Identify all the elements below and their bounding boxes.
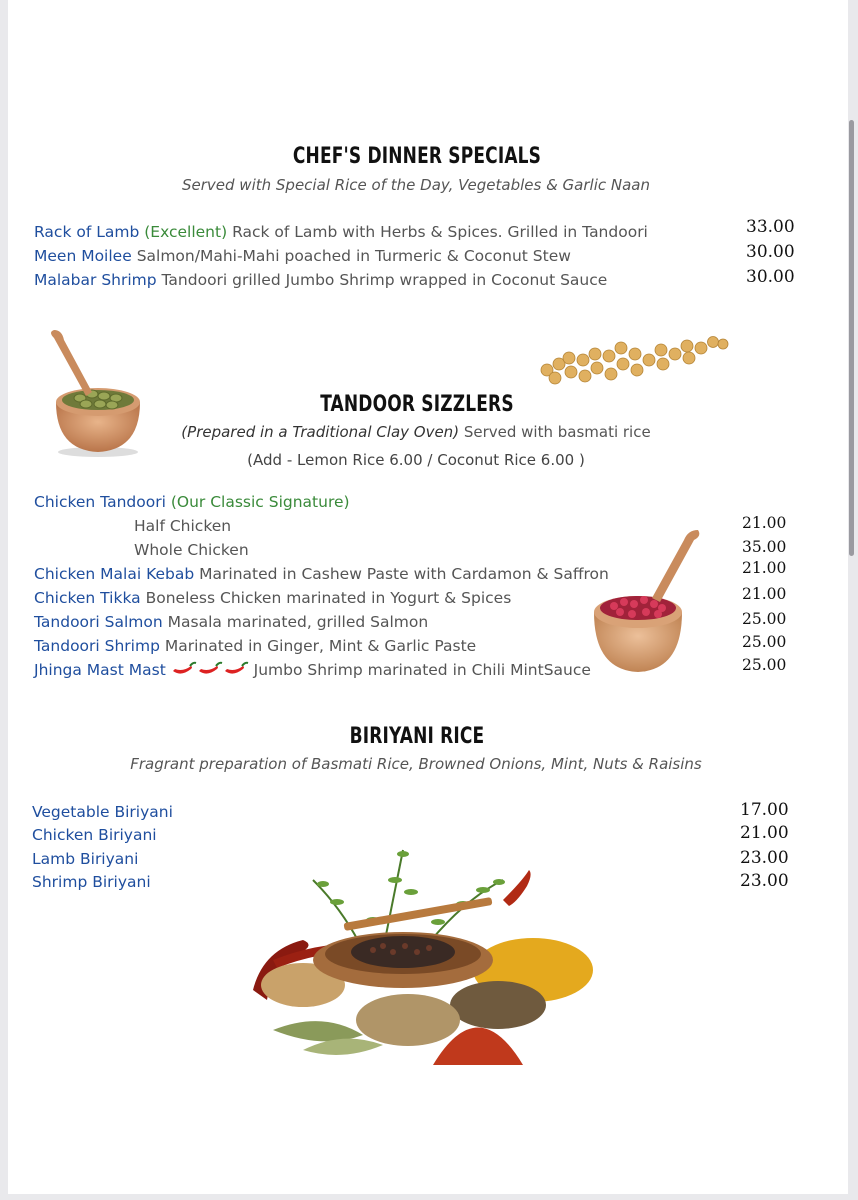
item-name: Chicken Tikka bbox=[34, 589, 141, 607]
menu-item: Shrimp Biriyani bbox=[32, 873, 151, 891]
item-price: 25.00 bbox=[742, 633, 787, 651]
menu-page bbox=[8, 0, 848, 1194]
item-name: Tandoori Salmon bbox=[34, 613, 163, 631]
menu-item bbox=[34, 493, 350, 511]
item-price: 21.00 bbox=[742, 559, 787, 577]
item-price: 21.00 bbox=[742, 514, 787, 532]
item-name: Malabar Shrimp bbox=[34, 271, 157, 289]
chickpeas-icon bbox=[533, 330, 733, 390]
biriyani-title: BIRIYANI RICE bbox=[349, 724, 485, 749]
tandoor-sizzlers-subtitle bbox=[66, 423, 766, 441]
menu-item bbox=[34, 613, 428, 631]
item-note: (Our Classic Signature) bbox=[170, 493, 350, 511]
chili-pepper-icon bbox=[171, 661, 197, 677]
item-price: 17.00 bbox=[740, 800, 789, 820]
item-description: Tandoori grilled Jumbo Shrimp wrapped in Coconut Sauce bbox=[161, 271, 608, 289]
chili-pepper-icon bbox=[197, 661, 223, 677]
item-description: Masala marinated, grilled Salmon bbox=[167, 613, 429, 631]
item-price: 25.00 bbox=[742, 656, 787, 674]
item-price: 25.00 bbox=[742, 610, 787, 628]
item-price: 30.00 bbox=[746, 267, 795, 287]
item-price: 23.00 bbox=[740, 871, 789, 891]
menu-item bbox=[34, 661, 591, 681]
subtitle-italic: (Prepared in a Traditional Clay Oven) bbox=[181, 423, 460, 441]
item-note: (Excellent) bbox=[144, 223, 228, 241]
item-description: Rack of Lamb with Herbs & Spices. Grilled in Tandoori bbox=[232, 223, 648, 241]
item-name: Rack of Lamb bbox=[34, 223, 140, 241]
tandoor-sizzlers-title: TANDOOR SIZZLERS bbox=[320, 392, 514, 417]
menu-item bbox=[34, 247, 571, 265]
item-description: Marinated in Ginger, Mint & Garlic Paste bbox=[164, 637, 477, 655]
item-name: Meen Moilee bbox=[34, 247, 132, 265]
item-price: 23.00 bbox=[740, 848, 789, 868]
scrollbar[interactable] bbox=[849, 120, 854, 556]
spices-pile-icon bbox=[233, 840, 603, 1075]
item-price: 21.00 bbox=[740, 823, 789, 843]
menu-item: Lamb Biriyani bbox=[32, 850, 139, 868]
biriyani-subtitle: Fragrant preparation of Basmati Rice, Browned Onions, Mint, Nuts & Raisins bbox=[130, 755, 702, 773]
item-description: Jumbo Shrimp marinated in Chili MintSauce bbox=[253, 661, 591, 679]
item-name: Tandoori Shrimp bbox=[34, 637, 160, 655]
chili-rating bbox=[171, 661, 249, 681]
menu-item bbox=[34, 637, 476, 655]
item-name: Chicken Tandoori bbox=[34, 493, 166, 511]
item-description: Salmon/Mahi-Mahi poached in Turmeric & Coconut Stew bbox=[136, 247, 571, 265]
add-on-line: (Add - Lemon Rice 6.00 / Coconut Rice 6.00 ) bbox=[247, 451, 585, 469]
sub-item: Half Chicken bbox=[134, 517, 232, 535]
chili-pepper-icon bbox=[223, 661, 249, 677]
chefs-specials-subtitle: Served with Special Rice of the Day, Vegetables & Garlic Naan bbox=[182, 176, 650, 194]
chefs-specials-title: CHEF'S DINNER SPECIALS bbox=[292, 144, 542, 169]
item-price: 30.00 bbox=[746, 242, 795, 262]
menu-item bbox=[34, 223, 648, 241]
item-price: 33.00 bbox=[746, 217, 795, 237]
menu-item: Chicken Biriyani bbox=[32, 826, 157, 844]
peppercorn-bowl-icon bbox=[586, 530, 706, 680]
menu-item: Vegetable Biriyani bbox=[32, 803, 173, 821]
item-description: Boneless Chicken marinated in Yogurt & Spices bbox=[145, 589, 512, 607]
sub-item: Whole Chicken bbox=[134, 541, 249, 559]
menu-item bbox=[34, 589, 511, 607]
subtitle-plain: Served with basmati rice bbox=[463, 423, 651, 441]
item-name: Jhinga Mast Mast bbox=[34, 661, 166, 679]
menu-item bbox=[34, 271, 607, 289]
item-name: Chicken Malai Kebab bbox=[34, 565, 195, 583]
menu-item bbox=[34, 565, 609, 583]
item-description: Marinated in Cashew Paste with Cardamon & Saffron bbox=[199, 565, 609, 583]
item-price: 21.00 bbox=[742, 585, 787, 603]
item-price: 35.00 bbox=[742, 538, 787, 556]
